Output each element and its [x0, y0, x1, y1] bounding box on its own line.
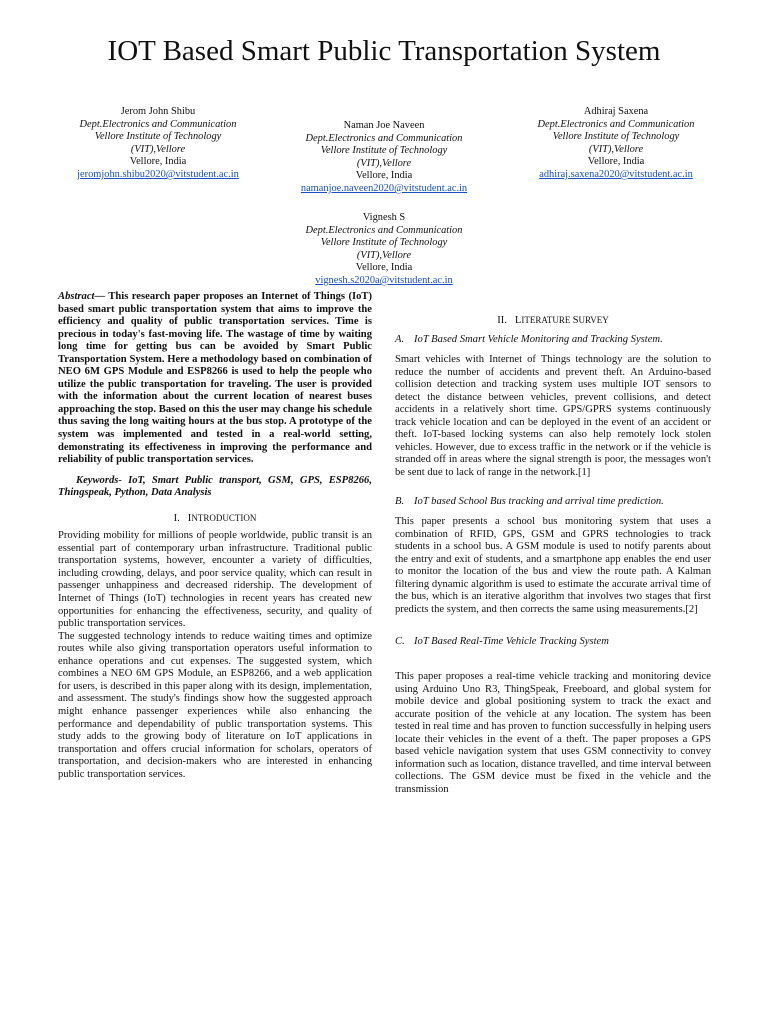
- author-name: Adhiraj Saxena: [583, 106, 649, 117]
- author-name: Jerom John Shibu: [120, 106, 196, 117]
- intro-paragraph-2: The suggested technology intends to reduce waiting times and optimize routes while also giving transportation operators useful information to enhance operations and cut expenses. The suggested system, which combines a NEO 6M GPS Module, an ESP8266, and a web application for users, is described in this paper along with its design, implementation, and assessment. The study's findings show how the suggested approach might enhance passenger experiences while also enhancing the performance and dependability of public transportation systems. This study adds to the growing body of literature on IoT applications in transportation and offers crucial information for scholars, operators of transportation, and decision-makers who are interested in enhancing public transportation services.: [58, 630, 372, 780]
- author-block-2: [284, 120, 484, 196]
- author-block-4: [284, 212, 484, 288]
- subsection-heading-c: [395, 636, 711, 649]
- author-email-link[interactable]: adhiraj.saxena2020@vitstudent.ac.in: [539, 168, 693, 180]
- author-block-3: [516, 106, 716, 182]
- keywords: Keywords- IoT, Smart Public transport, GSM, GPS, ESP8266, Thingspeak, Python, Data Analysis: [58, 474, 372, 499]
- subsection-label: A.: [395, 333, 405, 345]
- subsection-heading-b: [395, 496, 711, 509]
- author-email-link[interactable]: namanjoe.naveen2020@vitstudent.ac.in: [300, 182, 468, 194]
- subsection-title: IoT Based Smart Vehicle Monitoring and Tracking System.: [414, 333, 663, 345]
- author-institute-abbr: (VIT),Vellore: [588, 143, 644, 155]
- author-institute-abbr: (VIT),Vellore: [130, 143, 186, 155]
- section-numeral: II.: [497, 315, 507, 326]
- subsection-title: IoT Based Real-Time Vehicle Tracking System: [414, 636, 609, 648]
- subsection-label: C.: [395, 636, 405, 648]
- author-location: Vellore, India: [129, 156, 187, 168]
- left-column: [58, 291, 372, 781]
- subsection-a-paragraph: Smart vehicles with Internet of Things technology are the solution to reduce the number of accidents and prevent theft. An Arduino-based collision detection and tracking system uses multiple IOT sensors to detect the distance between vehicles, prevent collisions, and detect accidents in a relatively short time. GPS/GPRS systems continuously track vehicle location and can be deployed in the event of an accident or theft. IoT-based locking systems can also help remotely lock stolen vehicles. However, due to excess traffic in the network or if the vehicle is stranded off in areas where the signal strength is poor, the messages won't be sent due to lack of range in the network.[1]: [395, 354, 711, 479]
- section-numeral: I.: [173, 512, 180, 524]
- section-title-initial: L: [514, 315, 522, 326]
- author-name: Vignesh S: [362, 212, 406, 223]
- author-location: Vellore, India: [587, 156, 645, 168]
- section-title-mid: ITERATURE: [521, 315, 573, 325]
- subsection-label: B.: [395, 495, 405, 507]
- author-name: Naman Joe Naveen: [343, 120, 425, 131]
- author-dept: Dept.Electronics and Communication: [305, 224, 463, 236]
- author-email-link[interactable]: jeromjohn.shibu2020@vitstudent.ac.in: [77, 168, 239, 180]
- right-column: [395, 314, 711, 797]
- section-title-initial-2: S: [572, 315, 579, 326]
- author-institute: Vellore Institute of Technology: [320, 237, 448, 249]
- author-dept: Dept.Electronics and Communication: [305, 132, 463, 144]
- subsection-title: IoT based School Bus tracking and arrival time prediction.: [414, 495, 664, 507]
- author-location: Vellore, India: [355, 262, 413, 274]
- abstract-label: Abstract: [58, 291, 95, 302]
- author-institute: Vellore Institute of Technology: [320, 145, 448, 157]
- subsection-b-paragraph: This paper presents a school bus monitoring system that uses a combination of RFID, GPS, GSM and GPRS technologies to track students in a school bus. A GSM module is used to notify parents about the entry and exit of students, and a smartphone app enables the end user to monitor the location of the bus and view the route path. A Kalman filtering dynamic algorithm is used to estimate the accurate arrival time of the bus, which is an iterative algorithm that involves two stages that first predicts the system, and then corrects the same using measurements.[2]: [395, 516, 711, 615]
- abstract: [58, 291, 372, 467]
- intro-paragraph-1: Providing mobility for millions of people worldwide, public transit is an essential part of contemporary urban infrastructure. Traditional public transportation systems, however, encounter a variety of difficulties, including crowding, delays, and poor service quality, which can result in passenger unhappiness and decreased ridership. The development of Internet of Things (IoT) technologies in recent years has created new opportunities for enhancing the effectiveness, security, and quality of public transportation services.: [58, 530, 372, 630]
- section-title-rest: NTRODUCTION: [191, 512, 257, 523]
- author-dept: Dept.Electronics and Communication: [79, 118, 237, 130]
- abstract-dash: —: [94, 291, 106, 302]
- section-heading-literature-survey: [395, 314, 711, 328]
- author-institute: Vellore Institute of Technology: [94, 131, 222, 143]
- subsection-heading-a: [395, 334, 711, 347]
- author-institute-abbr: (VIT),Vellore: [356, 249, 412, 261]
- author-dept: Dept.Electronics and Communication: [537, 118, 695, 130]
- subsection-c-paragraph: This paper proposes a real-time vehicle tracking and monitoring device using Arduino Uno R3, ThingSpeak, Freeboard, and global system for mobile device and global positioning system to track the exact and accurate position of the vehicle at any location. The system has been tested in real time and has proven to function successfully in helping users locate their vehicles in the event of a theft. The paper proposes a GPS based vehicle navigation system that uses GSM connectivity to convey information such as location, distance travelled, and time interval between collections. The GSM device must be fixed in the vehicle and the transmission: [395, 671, 711, 795]
- author-email-link[interactable]: vignesh.s2020a@vitstudent.ac.in: [315, 274, 453, 286]
- section-title-initial: I: [187, 512, 192, 524]
- author-block-1: [58, 106, 258, 182]
- author-location: Vellore, India: [355, 170, 413, 182]
- author-institute-abbr: (VIT),Vellore: [356, 157, 412, 169]
- author-institute: Vellore Institute of Technology: [552, 131, 680, 143]
- abstract-text: This research paper proposes an Internet of Things (IoT) based smart public transportation system that aims to improve the efficiency and quality of public transportation services. Time is precious in today's fast-moving life. The wastage of time by waiting long time for getting bus can be avoided by Smart Public Transportation System. Here a methodology based on combination of NEO 6M GPS Module and ESP8266 is used to help the people who utilize the public transportation for traveling. The user is provided with the information about the current location of nearest buses approaching the stop. Based on this the user may change his schedule thus saving the long waiting hours at the bus stop. A prototype of the system was implemented and tested in a real-world setting, demonstrating its effectiveness in improving the performance and reliability of public transportation services.: [58, 291, 372, 466]
- section-title-rest: URVEY: [578, 315, 609, 325]
- paper-title: IOT Based Smart Public Transportation System: [107, 35, 661, 67]
- section-heading-introduction: [58, 512, 372, 526]
